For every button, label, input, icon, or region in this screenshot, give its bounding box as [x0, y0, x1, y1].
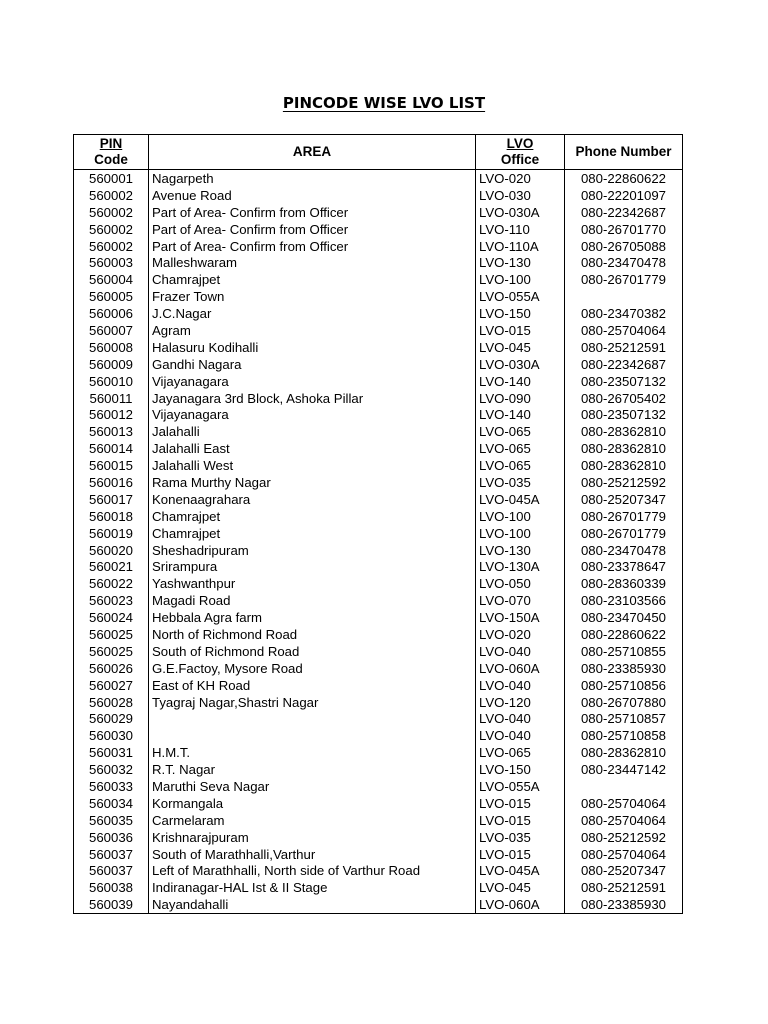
phone-number-cell: 080-25704064	[565, 846, 683, 863]
area-cell: Jalahalli East	[149, 440, 476, 457]
pin-code-cell: 560020	[74, 542, 149, 559]
lvo-office-cell: LVO-030	[476, 187, 565, 204]
pin-code-cell: 560033	[74, 778, 149, 795]
pin-code-cell: 560028	[74, 694, 149, 711]
table-row	[74, 221, 683, 238]
area-cell: Part of Area- Confirm from Officer	[149, 204, 476, 221]
area-cell: Part of Area- Confirm from Officer	[149, 238, 476, 255]
table-row	[74, 406, 683, 423]
area-cell: Nayandahalli	[149, 896, 476, 913]
phone-number-cell: 080-28360339	[565, 575, 683, 592]
phone-number-cell: 080-25207347	[565, 491, 683, 508]
pin-code-cell: 560039	[74, 896, 149, 913]
phone-number-cell: 080-26701779	[565, 525, 683, 542]
phone-number-cell: 080-25710856	[565, 677, 683, 694]
table-row	[74, 322, 683, 339]
table-row	[74, 542, 683, 559]
table-row	[74, 390, 683, 407]
table-row	[74, 525, 683, 542]
lvo-office-cell: LVO-065	[476, 744, 565, 761]
area-cell: East of KH Road	[149, 677, 476, 694]
table-row	[74, 508, 683, 525]
area-cell: Nagarpeth	[149, 170, 476, 187]
area-cell: Halasuru Kodihalli	[149, 339, 476, 356]
pin-code-cell: 560015	[74, 457, 149, 474]
phone-number-cell: 080-28362810	[565, 423, 683, 440]
pin-code-cell: 560003	[74, 254, 149, 271]
phone-number-cell: 080-25212591	[565, 339, 683, 356]
pin-code-cell: 560030	[74, 727, 149, 744]
area-cell: Indiranagar-HAL Ist & II Stage	[149, 879, 476, 896]
lvo-office-cell: LVO-055A	[476, 778, 565, 795]
lvo-office-cell: LVO-040	[476, 643, 565, 660]
table-row	[74, 778, 683, 795]
header-area	[149, 135, 476, 170]
phone-number-cell: 080-22860622	[565, 170, 683, 187]
page-title: PINCODE WISE LVO LIST	[282, 94, 486, 112]
table-row	[74, 305, 683, 322]
area-cell: South of Richmond Road	[149, 643, 476, 660]
lvo-office-cell: LVO-100	[476, 271, 565, 288]
phone-number-cell: 080-25207347	[565, 863, 683, 880]
lvo-office-cell: LVO-015	[476, 812, 565, 829]
lvo-office-cell: LVO-065	[476, 440, 565, 457]
table-row	[74, 339, 683, 356]
area-cell: J.C.Nagar	[149, 305, 476, 322]
header-pin-code	[74, 135, 149, 170]
phone-number-cell	[565, 288, 683, 305]
pin-code-cell: 560001	[74, 170, 149, 187]
area-cell: G.E.Factoy, Mysore Road	[149, 660, 476, 677]
phone-number-cell: 080-23103566	[565, 592, 683, 609]
pin-code-cell: 560026	[74, 660, 149, 677]
lvo-office-cell: LVO-140	[476, 406, 565, 423]
lvo-office-cell: LVO-030A	[476, 204, 565, 221]
area-cell: Frazer Town	[149, 288, 476, 305]
lvo-office-cell: LVO-035	[476, 829, 565, 846]
lvo-office-cell: LVO-020	[476, 626, 565, 643]
lvo-office-cell: LVO-030A	[476, 356, 565, 373]
phone-number-cell: 080-28362810	[565, 440, 683, 457]
table-row	[74, 254, 683, 271]
table-row	[74, 879, 683, 896]
area-cell: Magadi Road	[149, 592, 476, 609]
pin-code-cell: 560025	[74, 626, 149, 643]
area-cell: Tyagraj Nagar,Shastri Nagar	[149, 694, 476, 711]
phone-number-cell: 080-23470478	[565, 254, 683, 271]
pin-code-cell: 560019	[74, 525, 149, 542]
header-pin-line2: Code	[94, 152, 128, 167]
table-row	[74, 660, 683, 677]
lvo-office-cell: LVO-055A	[476, 288, 565, 305]
phone-number-cell: 080-23385930	[565, 660, 683, 677]
lvo-office-cell: LVO-045	[476, 879, 565, 896]
lvo-office-cell: LVO-060A	[476, 896, 565, 913]
header-area-label: AREA	[292, 144, 332, 159]
phone-number-cell: 080-28362810	[565, 744, 683, 761]
phone-number-cell: 080-28362810	[565, 457, 683, 474]
header-phone-number	[565, 135, 683, 170]
pin-code-cell: 560002	[74, 221, 149, 238]
pin-code-cell: 560031	[74, 744, 149, 761]
phone-number-cell: 080-23507132	[565, 406, 683, 423]
lvo-office-cell: LVO-070	[476, 592, 565, 609]
lvo-office-cell: LVO-035	[476, 474, 565, 491]
phone-number-cell: 080-22342687	[565, 204, 683, 221]
table-row	[74, 609, 683, 626]
lvo-office-cell: LVO-020	[476, 170, 565, 187]
header-phone-label: Phone Number	[575, 144, 672, 159]
header-lvo-office	[476, 135, 565, 170]
phone-number-cell: 080-22860622	[565, 626, 683, 643]
lvo-office-cell: LVO-130A	[476, 558, 565, 575]
pin-code-cell: 560014	[74, 440, 149, 457]
pin-code-cell: 560037	[74, 863, 149, 880]
lvo-office-cell: LVO-065	[476, 423, 565, 440]
lvo-office-cell: LVO-130	[476, 542, 565, 559]
pin-code-cell: 560025	[74, 643, 149, 660]
table-row	[74, 474, 683, 491]
lvo-office-cell: LVO-100	[476, 525, 565, 542]
pin-code-cell: 560038	[74, 879, 149, 896]
lvo-office-cell: LVO-050	[476, 575, 565, 592]
lvo-office-cell: LVO-110A	[476, 238, 565, 255]
table-row	[74, 744, 683, 761]
phone-number-cell: 080-26701779	[565, 271, 683, 288]
area-cell: Vijayanagara	[149, 373, 476, 390]
table-row	[74, 204, 683, 221]
pin-code-cell: 560002	[74, 238, 149, 255]
phone-number-cell: 080-23470382	[565, 305, 683, 322]
phone-number-cell: 080-25710855	[565, 643, 683, 660]
pin-code-cell: 560024	[74, 609, 149, 626]
phone-number-cell: 080-26705402	[565, 390, 683, 407]
table-row	[74, 812, 683, 829]
area-cell: Jalahalli	[149, 423, 476, 440]
pin-code-cell: 560005	[74, 288, 149, 305]
phone-number-cell: 080-23447142	[565, 761, 683, 778]
pin-code-cell: 560023	[74, 592, 149, 609]
phone-number-cell: 080-26705088	[565, 238, 683, 255]
table-row	[74, 170, 683, 187]
phone-number-cell: 080-25704064	[565, 322, 683, 339]
table-row	[74, 558, 683, 575]
pin-code-cell: 560027	[74, 677, 149, 694]
area-cell: Chamrajpet	[149, 508, 476, 525]
pin-code-cell: 560008	[74, 339, 149, 356]
area-cell: Jalahalli West	[149, 457, 476, 474]
table-row	[74, 238, 683, 255]
area-cell: Gandhi Nagara	[149, 356, 476, 373]
table-row	[74, 423, 683, 440]
pincode-table	[73, 134, 683, 914]
area-cell: Part of Area- Confirm from Officer	[149, 221, 476, 238]
lvo-office-cell: LVO-040	[476, 727, 565, 744]
phone-number-cell: 080-23378647	[565, 558, 683, 575]
pin-code-cell: 560016	[74, 474, 149, 491]
area-cell: Srirampura	[149, 558, 476, 575]
pin-code-cell: 560013	[74, 423, 149, 440]
pin-code-cell: 560009	[74, 356, 149, 373]
table-row	[74, 677, 683, 694]
area-cell: Chamrajpet	[149, 525, 476, 542]
pin-code-cell: 560018	[74, 508, 149, 525]
area-cell: North of Richmond Road	[149, 626, 476, 643]
lvo-office-cell: LVO-060A	[476, 660, 565, 677]
pin-code-cell: 560002	[74, 187, 149, 204]
pin-code-cell: 560032	[74, 761, 149, 778]
area-cell: Vijayanagara	[149, 406, 476, 423]
header-office-line1: LVO	[506, 136, 534, 151]
phone-number-cell: 080-22342687	[565, 356, 683, 373]
area-cell: Kormangala	[149, 795, 476, 812]
lvo-office-cell: LVO-090	[476, 390, 565, 407]
area-cell: Chamrajpet	[149, 271, 476, 288]
pin-code-cell: 560017	[74, 491, 149, 508]
table-row	[74, 575, 683, 592]
phone-number-cell: 080-25710857	[565, 711, 683, 728]
area-cell: Avenue Road	[149, 187, 476, 204]
pin-code-cell: 560012	[74, 406, 149, 423]
area-cell: South of Marathhalli,Varthur	[149, 846, 476, 863]
lvo-office-cell: LVO-040	[476, 677, 565, 694]
phone-number-cell: 080-23470450	[565, 609, 683, 626]
phone-number-cell: 080-25704064	[565, 812, 683, 829]
phone-number-cell: 080-25212592	[565, 829, 683, 846]
lvo-office-cell: LVO-015	[476, 322, 565, 339]
lvo-office-cell: LVO-100	[476, 508, 565, 525]
lvo-office-cell: LVO-150A	[476, 609, 565, 626]
area-cell: Hebbala Agra farm	[149, 609, 476, 626]
phone-number-cell: 080-26701770	[565, 221, 683, 238]
area-cell: Agram	[149, 322, 476, 339]
pin-code-cell: 560022	[74, 575, 149, 592]
area-cell	[149, 727, 476, 744]
header-office-line2: Office	[500, 152, 540, 167]
pin-code-cell: 560011	[74, 390, 149, 407]
pin-code-cell: 560002	[74, 204, 149, 221]
phone-number-cell: 080-25212591	[565, 879, 683, 896]
table-header-row	[74, 135, 683, 170]
pin-code-cell: 560037	[74, 846, 149, 863]
table-row	[74, 440, 683, 457]
table-row	[74, 846, 683, 863]
pin-code-cell: 560034	[74, 795, 149, 812]
pin-code-cell: 560010	[74, 373, 149, 390]
area-cell: Sheshadripuram	[149, 542, 476, 559]
lvo-office-cell: LVO-015	[476, 795, 565, 812]
lvo-office-cell: LVO-140	[476, 373, 565, 390]
phone-number-cell: 080-23385930	[565, 896, 683, 913]
table-row	[74, 896, 683, 913]
lvo-office-cell: LVO-045A	[476, 863, 565, 880]
table-row	[74, 356, 683, 373]
lvo-office-cell: LVO-150	[476, 305, 565, 322]
area-cell: R.T. Nagar	[149, 761, 476, 778]
table-row	[74, 288, 683, 305]
pin-code-cell: 560004	[74, 271, 149, 288]
table-row	[74, 711, 683, 728]
header-pin-line1: PIN	[99, 136, 123, 151]
pin-code-cell: 560035	[74, 812, 149, 829]
pin-code-cell: 560021	[74, 558, 149, 575]
area-cell: H.M.T.	[149, 744, 476, 761]
table-row	[74, 795, 683, 812]
phone-number-cell: 080-25710858	[565, 727, 683, 744]
lvo-office-cell: LVO-150	[476, 761, 565, 778]
phone-number-cell: 080-23470478	[565, 542, 683, 559]
area-cell	[149, 711, 476, 728]
lvo-office-cell: LVO-130	[476, 254, 565, 271]
pin-code-cell: 560006	[74, 305, 149, 322]
area-cell: Malleshwaram	[149, 254, 476, 271]
table-row	[74, 187, 683, 204]
pin-code-cell: 560007	[74, 322, 149, 339]
lvo-office-cell: LVO-045	[476, 339, 565, 356]
phone-number-cell: 080-22201097	[565, 187, 683, 204]
lvo-office-cell: LVO-015	[476, 846, 565, 863]
area-cell: Rama Murthy Nagar	[149, 474, 476, 491]
area-cell: Krishnarajpuram	[149, 829, 476, 846]
pin-code-cell: 560029	[74, 711, 149, 728]
table-row	[74, 491, 683, 508]
phone-number-cell: 080-25212592	[565, 474, 683, 491]
table-row	[74, 592, 683, 609]
area-cell: Carmelaram	[149, 812, 476, 829]
area-cell: Konenaagrahara	[149, 491, 476, 508]
lvo-office-cell: LVO-045A	[476, 491, 565, 508]
table-body	[74, 170, 683, 914]
phone-number-cell	[565, 778, 683, 795]
phone-number-cell: 080-25704064	[565, 795, 683, 812]
lvo-office-cell: LVO-065	[476, 457, 565, 474]
phone-number-cell: 080-26707880	[565, 694, 683, 711]
table-row	[74, 457, 683, 474]
table-row	[74, 694, 683, 711]
area-cell: Left of Marathhalli, North side of Varthur Road	[149, 863, 476, 880]
lvo-office-cell: LVO-120	[476, 694, 565, 711]
table-row	[74, 373, 683, 390]
table-row	[74, 643, 683, 660]
table-row	[74, 863, 683, 880]
area-cell: Yashwanthpur	[149, 575, 476, 592]
pin-code-cell: 560036	[74, 829, 149, 846]
area-cell: Jayanagara 3rd Block, Ashoka Pillar	[149, 390, 476, 407]
phone-number-cell: 080-26701779	[565, 508, 683, 525]
area-cell: Maruthi Seva Nagar	[149, 778, 476, 795]
lvo-office-cell: LVO-110	[476, 221, 565, 238]
table-row	[74, 829, 683, 846]
table-row	[74, 761, 683, 778]
table-row	[74, 626, 683, 643]
table-row	[74, 727, 683, 744]
table-row	[74, 271, 683, 288]
phone-number-cell: 080-23507132	[565, 373, 683, 390]
lvo-office-cell: LVO-040	[476, 711, 565, 728]
